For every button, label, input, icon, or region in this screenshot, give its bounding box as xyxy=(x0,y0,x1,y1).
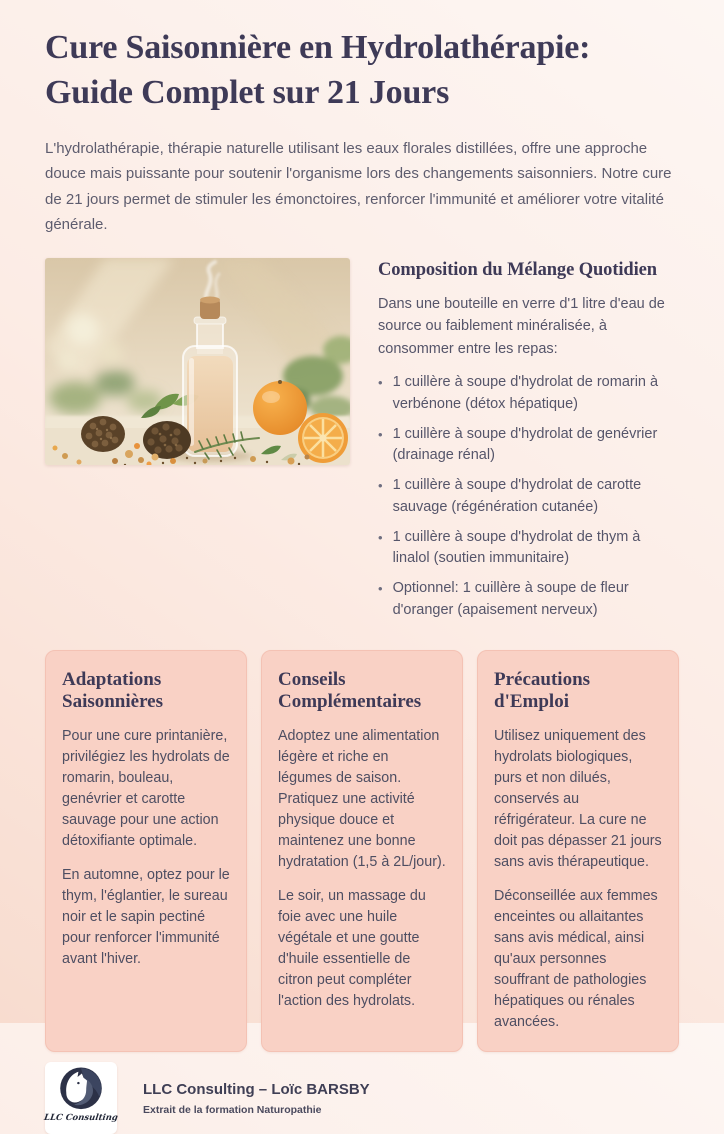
info-cards-row xyxy=(45,650,679,1053)
card-title: Précautions d'Emploi xyxy=(494,668,591,713)
list-item-text: 1 cuillère à soupe d'hydrolat de romarin à verbénone (détox hépatique) xyxy=(392,374,659,412)
card-paragraph: Utilisez uniquement des hydrolats biologiques, purs et non dilués, conservés au réfrigérateur. La cure ne doit pas dépasser 21 jours sans avis thérapeutique. xyxy=(494,728,662,871)
hydrolat-bottle-photo xyxy=(45,258,350,465)
composition-section xyxy=(45,258,679,630)
footer-subtitle: Extrait de la formation Naturopathie xyxy=(143,1103,322,1116)
card-paragraph: Adoptez une alimentation légère et riche en légumes de saison. Pratiquez une activité physique douce et maintenez une bonne hydratation (1,5 à 2L/jour). xyxy=(278,728,446,871)
card-paragraph: Le soir, un massage du foie avec une huile végétale et une goutte d'huile essentielle de citron peut compléter l'action des hydrolats. xyxy=(278,888,426,1010)
footer-text-block xyxy=(143,1081,370,1116)
card-conseils-complementaires xyxy=(261,650,463,1053)
bullet-icon: • xyxy=(378,478,383,494)
list-item xyxy=(378,372,679,416)
composition-list xyxy=(378,372,679,622)
card-paragraph: Pour une cure printanière, privilégiez les hydrolats de romarin, bouleau, genévrier et carotte sauvage pour une action détoxifiante optimale. xyxy=(62,728,230,850)
wolf-logo-icon xyxy=(55,1064,107,1116)
list-item xyxy=(378,475,679,519)
card-paragraph: Déconseillée aux femmes enceintes ou allaitantes sans avis médical, ainsi qu'aux personnes souffrant de pathologies hépatiques ou rénales avancées. xyxy=(494,888,658,1031)
list-item-text: Optionnel: 1 cuillère à soupe de fleur d'oranger (apaisement nerveux) xyxy=(392,580,629,618)
footer-author: LLC Consulting – Loïc BARSBY xyxy=(143,1080,370,1098)
list-item-text: 1 cuillère à soupe d'hydrolat de genévrier (drainage rénal) xyxy=(392,425,658,464)
card-title: Conseils Complémentaires xyxy=(278,668,422,713)
llc-consulting-logo xyxy=(45,1062,117,1134)
composition-heading: Composition du Mélange Quotidien xyxy=(378,259,657,280)
page-title: Cure Saisonnière en Hydrolathérapie: Guide Complet sur 21 Jours xyxy=(45,29,591,111)
card-precautions-emploi xyxy=(477,650,679,1053)
bullet-icon: • xyxy=(378,529,383,545)
bullet-icon: • xyxy=(378,581,383,597)
bullet-icon: • xyxy=(378,426,383,442)
card-paragraph: En automne, optez pour le thym, l'églantier, le sureau noir et le sapin pectiné pour renforcer l'immunité avant l'hiver. xyxy=(62,867,230,968)
card-adaptations-saisonnieres xyxy=(45,650,247,1053)
composition-intro: Dans une bouteille en verre d'1 litre d'eau de source ou faiblement minéralisée, à consommer entre les repas: xyxy=(378,295,665,357)
list-item xyxy=(378,578,679,622)
intro-paragraph: L'hydrolathérapie, thérapie naturelle utilisant les eaux florales distillées, offre une approche douce mais puissante pour soutenir l'organisme lors des changements saisonniers. Notre cure de 21 jours permet de stimuler les émonctoires, renforcer l'immunité et améliorer votre vitalité générale. xyxy=(45,139,672,234)
card-title: Adaptations Saisonnières xyxy=(62,668,164,713)
footer xyxy=(45,1062,679,1134)
list-item-text: 1 cuillère à soupe d'hydrolat de thym à linalol (soutien immunitaire) xyxy=(392,528,641,567)
composition-column xyxy=(378,258,679,630)
list-item xyxy=(378,424,679,468)
list-item-text: 1 cuillère à soupe d'hydrolat de carotte sauvage (régénération cutanée) xyxy=(392,477,642,515)
logo-wordmark: LLC Consulting xyxy=(43,1113,119,1124)
bullet-icon: • xyxy=(378,375,383,391)
list-item xyxy=(378,527,679,571)
photo-illustration xyxy=(45,258,350,465)
